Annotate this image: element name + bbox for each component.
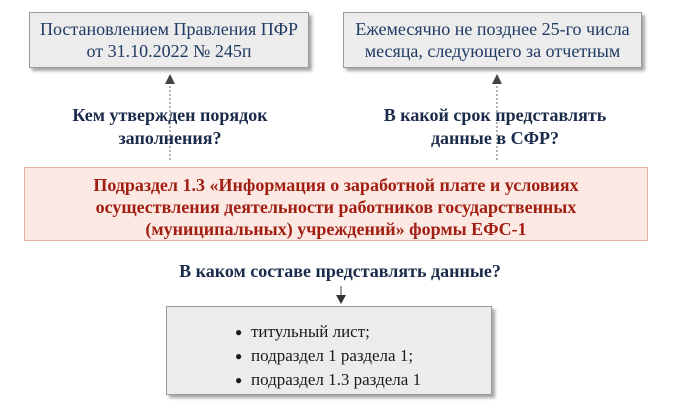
deadline-box bbox=[343, 12, 642, 68]
approval-box bbox=[29, 12, 309, 68]
question-right-line-2: данные в СФР? bbox=[430, 128, 560, 148]
composition-list bbox=[167, 320, 491, 392]
question-bottom-text: В каком составе представлять данные? bbox=[179, 261, 501, 281]
list-item bbox=[235, 368, 491, 392]
main-line-1: Подраздел 1.3 «Информация о заработной плате и условиях bbox=[93, 175, 579, 195]
question-left-line-2: заполнения? bbox=[118, 128, 222, 148]
main-subsection-box bbox=[24, 167, 648, 241]
list-item-text: подраздел 1 раздела 1; bbox=[251, 346, 414, 365]
question-left-line-1: Кем утвержден порядок bbox=[72, 105, 268, 125]
bullet-icon: ● bbox=[235, 373, 243, 387]
list-item-text: подраздел 1.3 раздела 1 bbox=[251, 370, 422, 389]
approval-line-1: Постановлением Правления ПФР bbox=[39, 19, 299, 39]
left-arrowhead bbox=[165, 74, 175, 84]
deadline-line-2: месяца, следующего за отчетным bbox=[364, 41, 621, 61]
list-item bbox=[235, 320, 491, 344]
bottom-arrowhead bbox=[336, 295, 346, 304]
question-right-line-1: В какой срок представлять bbox=[383, 105, 607, 125]
question-who-approved bbox=[30, 104, 310, 150]
composition-list-box bbox=[166, 306, 492, 395]
list-item bbox=[235, 344, 491, 368]
deadline-line-1: Ежемесячно не позднее 25-го числа bbox=[355, 19, 630, 39]
main-line-2: осуществления деятельности работников государственных bbox=[95, 197, 577, 217]
bullet-icon: ● bbox=[235, 325, 243, 339]
list-item-text: титульный лист; bbox=[251, 322, 370, 341]
approval-line-2: от 31.10.2022 № 245п bbox=[86, 41, 252, 61]
main-line-3: (муниципальных) учреждений» формы ЕФС-1 bbox=[145, 219, 527, 239]
question-composition bbox=[100, 260, 580, 283]
question-deadline bbox=[330, 104, 660, 150]
bullet-icon: ● bbox=[235, 349, 243, 363]
right-arrowhead bbox=[492, 74, 502, 84]
